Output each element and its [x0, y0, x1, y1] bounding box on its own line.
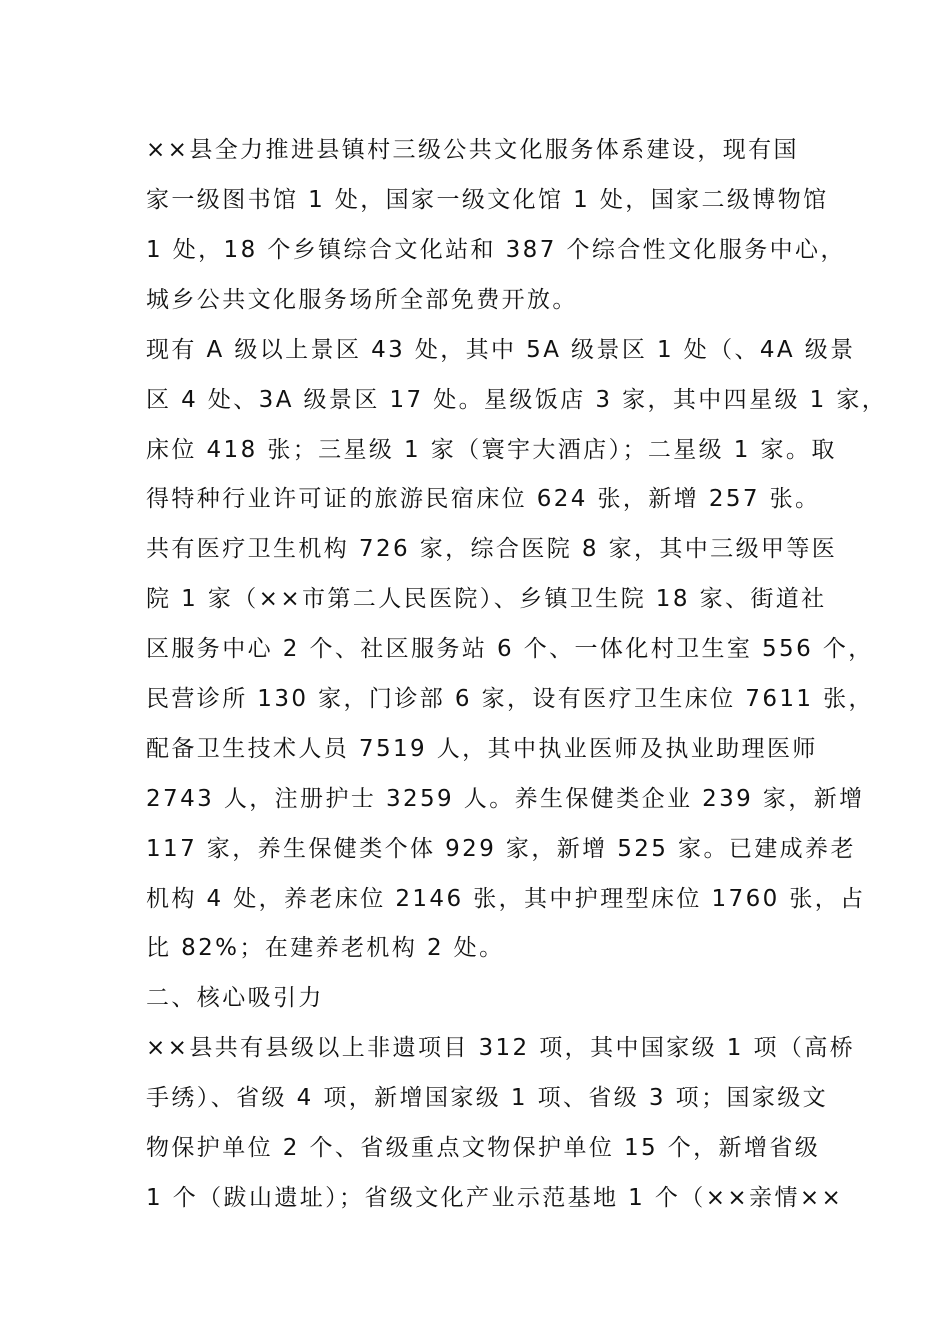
text-line: 比 82%；在建养老机构 2 处。 — [146, 935, 505, 961]
text-line: 2743 人，注册护士 3259 人。养生保健类企业 239 家，新增 — [146, 786, 865, 812]
text-line: 117 家，养生保健类个体 929 家，新增 525 家。已建成养老 — [146, 836, 856, 862]
text-line: 床位 418 张；三星级 1 家（寰宇大酒店）；二星级 1 家。取 — [146, 437, 837, 463]
text-line: 城乡公共文化服务场所全部免费开放。 — [146, 287, 578, 313]
text-line: 现有 A 级以上景区 43 处，其中 5A 级景区 1 处（、4A 级景 — [146, 337, 856, 363]
text-line: 区服务中心 2 个、社区服务站 6 个、一体化村卫生室 556 个， — [146, 636, 874, 662]
text-line: 配备卫生技术人员 7519 人，其中执业医师及执业助理医师 — [146, 736, 818, 762]
text-line: ××县全力推进县镇村三级公共文化服务体系建设，现有国 — [146, 137, 799, 163]
text-line: 共有医疗卫生机构 726 家，综合医院 8 家，其中三级甲等医 — [146, 536, 838, 562]
section-heading: 二、核心吸引力 — [146, 985, 324, 1011]
text-line: ××县共有县级以上非遗项目 312 项，其中国家级 1 项（高桥 — [146, 1035, 856, 1061]
text-line: 区 4 处、3A 级景区 17 处。星级饭店 3 家，其中四星级 1 家， — [146, 387, 888, 413]
text-line: 院 1 家（××市第二人民医院）、乡镇卫生院 18 家、街道社 — [146, 586, 827, 612]
text-line: 1 处，18 个乡镇综合文化站和 387 个综合性文化服务中心， — [146, 237, 846, 263]
text-line: 机构 4 处，养老床位 2146 张，其中护理型床位 1760 张，占 — [146, 886, 866, 912]
text-line: 民营诊所 130 家，门诊部 6 家，设有医疗卫生床位 7611 张， — [146, 686, 874, 712]
text-line: 手绣）、省级 4 项，新增国家级 1 项、省级 3 项；国家级文 — [146, 1085, 829, 1111]
text-line: 物保护单位 2 个、省级重点文物保护单位 15 个，新增省级 — [146, 1135, 821, 1161]
text-line: 得特种行业许可证的旅游民宿床位 624 张，新增 257 张。 — [146, 486, 821, 512]
text-line: 1 个（跋山遗址）；省级文化产业示范基地 1 个（××亲情×× — [146, 1185, 844, 1211]
text-line: 家一级图书馆 1 处，国家一级文化馆 1 处，国家二级博物馆 — [146, 187, 829, 213]
